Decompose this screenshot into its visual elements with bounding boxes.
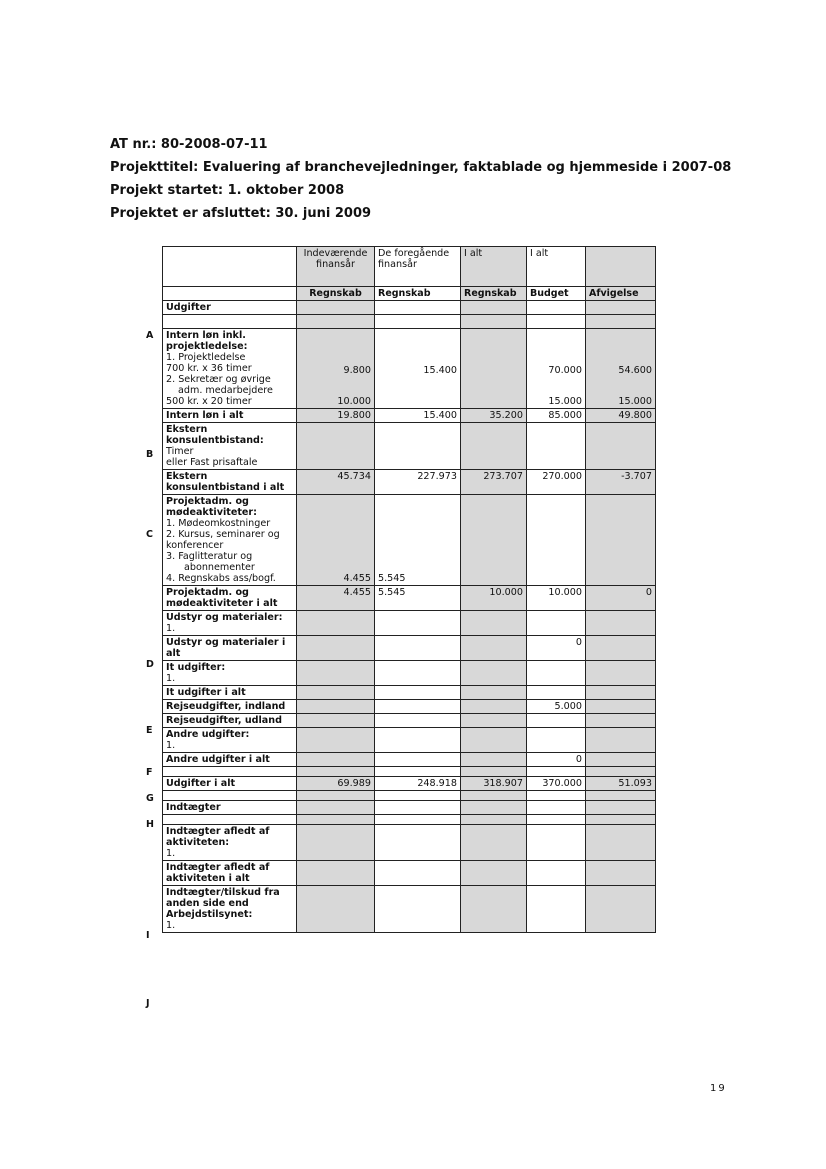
section-letter: D — [146, 659, 154, 670]
project-title: Projekttitel: Evaluering af branchevejledninger, faktablade og hjemmeside i 2007-08 — [110, 160, 732, 175]
col-header-current-year: Indeværende finansår — [297, 247, 375, 287]
subheader-afvigelse: Afvigelse — [586, 287, 656, 301]
section-letter: H — [146, 819, 154, 830]
table-row: Rejseudgifter, indland 5.000 — [163, 700, 656, 714]
table-row: Indtægter afledt af aktiviteten i alt — [163, 861, 656, 886]
section-letter: J — [146, 998, 150, 1009]
table-row: Rejseudgifter, udland — [163, 714, 656, 728]
section-letter: G — [146, 793, 154, 804]
at-number: AT nr.: 80-2008-07-11 — [110, 137, 268, 152]
section-letter: F — [146, 767, 153, 778]
col-header-total-regnskab: I alt — [461, 247, 527, 287]
table-row: Ekstern konsulentbistand: Timer eller Fast prisaftale — [163, 423, 656, 470]
section-letter: E — [146, 725, 153, 736]
table-row: It udgifter: 1. — [163, 661, 656, 686]
table-row: Indtægter/tilskud fra anden side end Arbejdstilsynet: 1. — [163, 886, 656, 933]
table-row: Andre udgifter i alt 0 — [163, 753, 656, 767]
budget-table — [162, 246, 656, 933]
subheader-regnskab: Regnskab — [461, 287, 527, 301]
table-row-grand-total: Udgifter i alt 69.989 248.918 318.907 370.000 51.093 — [163, 777, 656, 791]
table-row: Projektadm. og mødeaktiviteter i alt 4.455 5.545 10.000 10.000 0 — [163, 586, 656, 611]
table-header-row — [163, 247, 656, 287]
document-header — [110, 135, 730, 224]
subheader-budget: Budget — [527, 287, 586, 301]
table-row: Ekstern konsulentbistand i alt 45.734 227.973 273.707 270.000 -3.707 — [163, 470, 656, 495]
page-number: 19 — [710, 1083, 727, 1094]
table-row: It udgifter i alt — [163, 686, 656, 700]
project-started: Projekt startet: 1. oktober 2008 — [110, 183, 345, 198]
table-row: Udstyr og materialer i alt 0 — [163, 636, 656, 661]
section-udgifter: Udgifter — [163, 301, 297, 315]
table-subheader-row — [163, 287, 656, 301]
section-letter: I — [146, 930, 150, 941]
section-indtaegter: Indtægter — [163, 801, 297, 815]
subheader-regnskab: Regnskab — [297, 287, 375, 301]
section-letter: B — [146, 449, 154, 460]
col-header-previous-years: De foregående finansår — [375, 247, 461, 287]
row-label: Intern løn inkl. projektledelse: — [166, 330, 248, 352]
project-finished: Projektet er afsluttet: 30. juni 2009 — [110, 206, 372, 221]
table-row: Projektadm. og mødeaktiviteter: 1. Mødeomkostninger 2. Kursus, seminarer og konferencer 3. Faglitteratur og abonnementer 4. Regnskabs ass/bogf. 4.455 5.545 — [163, 495, 656, 586]
col-header-total-budget: I alt — [527, 247, 586, 287]
table-row: Udstyr og materialer: 1. — [163, 611, 656, 636]
section-letter: A — [146, 330, 154, 341]
table-row: Indtægter afledt af aktiviteten: 1. — [163, 825, 656, 861]
subheader-regnskab: Regnskab — [375, 287, 461, 301]
table-row: Andre udgifter: 1. — [163, 728, 656, 753]
table-row: Intern løn inkl. projektledelse: 1. Projektledelse 700 kr. x 36 timer 2. Sekretær og øvrige adm. medarbejdere 500 kr. x 20 timer 9.800 10.000 15.400 70.000 15.000 54.600 15.000 — [163, 329, 656, 409]
section-letter: C — [146, 529, 153, 540]
table-row: Intern løn i alt 19.800 15.400 35.200 85.000 49.800 — [163, 409, 656, 423]
